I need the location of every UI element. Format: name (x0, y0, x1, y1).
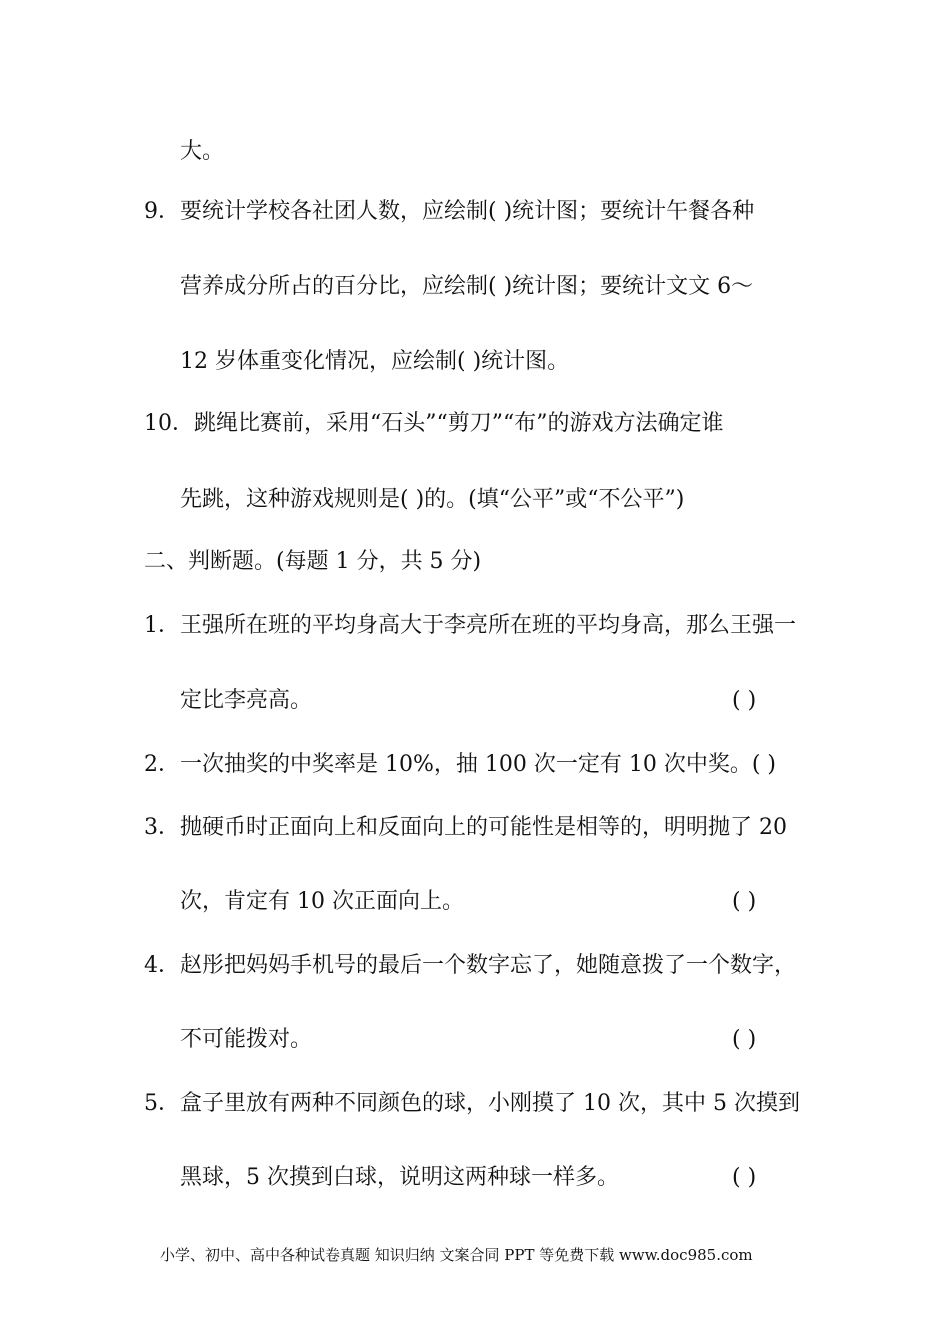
judge-3-line-1: 3．抛硬币时正面向上和反面向上的可能性是相等的，明明抛了 20 (144, 815, 787, 840)
question-9-line-3: 12 岁体重变化情况，应绘制( )统计图。 (180, 349, 570, 374)
judge-4-line-1: 4．赵彤把妈妈手机号的最后一个数字忘了，她随意拨了一个数字， (144, 953, 796, 978)
text-line-continuation: 大。 (180, 139, 225, 164)
judge-1-line-2: 定比李亮高。 (180, 688, 313, 713)
judge-2-line: 2．一次抽奖的中奖率是 10%，抽 100 次一定有 10 次中奖。( ) (144, 752, 777, 777)
question-9-line-1: 9．要统计学校各社团人数，应绘制( )统计图；要统计午餐各种 (144, 199, 755, 224)
judge-1-answer-paren: ( ) (732, 688, 757, 713)
judge-3-line-2: 次，肯定有 10 次正面向上。 (180, 889, 464, 914)
judge-5-answer-paren: ( ) (732, 1165, 757, 1190)
section-2-heading: 二、判断题。(每题 1 分，共 5 分) (144, 549, 482, 574)
judge-5-line-1: 5．盒子里放有两种不同颜色的球，小刚摸了 10 次，其中 5 次摸到 (144, 1091, 800, 1116)
footer-text: 小学、初中、高中各种试卷真题 知识归纳 文案合同 PPT 等免费下载 www.doc985.com (160, 1246, 753, 1264)
judge-5-line-2: 黑球，5 次摸到白球，说明这两种球一样多。 (180, 1165, 619, 1190)
judge-1-line-1: 1．王强所在班的平均身高大于李亮所在班的平均身高，那么王强一 (144, 613, 796, 638)
judge-4-answer-paren: ( ) (732, 1027, 757, 1052)
judge-4-line-2: 不可能拨对。 (180, 1027, 313, 1052)
judge-3-answer-paren: ( ) (732, 889, 757, 914)
question-10-line-2: 先跳，这种游戏规则是( )的。(填“公平”或“不公平”) (180, 487, 685, 512)
question-10-line-1: 10．跳绳比赛前，采用“石头”“剪刀”“布”的游戏方法确定谁 (144, 411, 724, 436)
question-9-line-2: 营养成分所占的百分比，应绘制( )统计图；要统计文文 6～ (180, 274, 754, 299)
